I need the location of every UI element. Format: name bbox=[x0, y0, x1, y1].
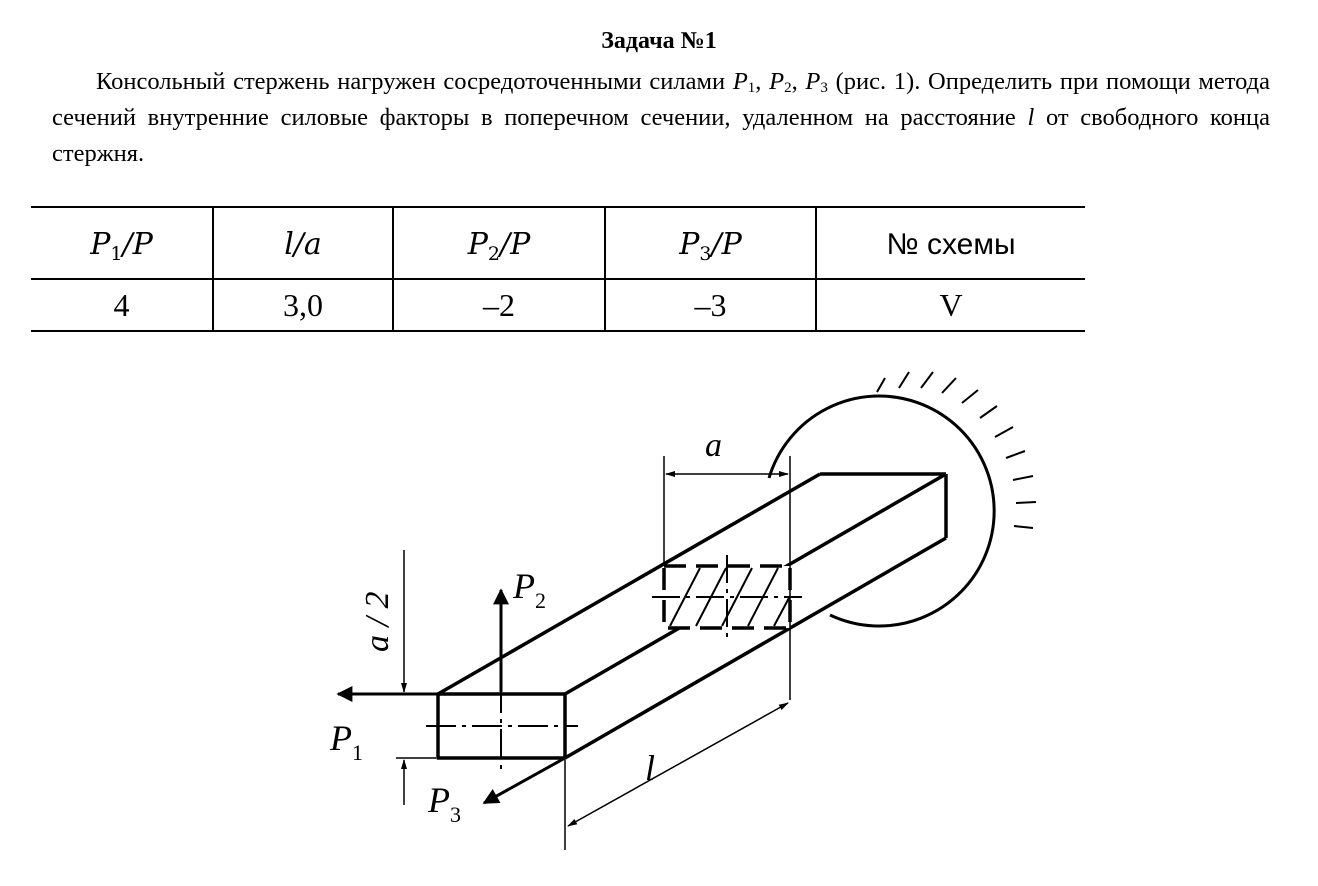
problem-title: Задача №1 bbox=[601, 28, 717, 54]
statement-part-2: (рис. 1). Определить при помощи метода сечений внутренние силовые факторы в поперечном сечении, удаленном на расстояние bbox=[52, 68, 1271, 131]
force-p3 bbox=[427, 758, 565, 827]
svg-text:P1 bbox=[329, 718, 363, 765]
force-p3-symbol: P bbox=[805, 68, 821, 95]
svg-text:P2 bbox=[512, 566, 546, 613]
header-p2-symbol: P bbox=[467, 226, 488, 262]
cell-l-a-ratio: 3,0 bbox=[213, 279, 393, 331]
statement-part-3: от свободного конца стержня. bbox=[52, 104, 1270, 167]
header-l-a-text: l/a bbox=[284, 226, 322, 262]
label-a: a bbox=[705, 427, 722, 464]
cell-p3-ratio: –3 bbox=[605, 279, 816, 331]
header-scheme-text: № схемы bbox=[886, 227, 1016, 261]
force-p1-symbol: P bbox=[732, 68, 748, 95]
dimension-a-half bbox=[359, 550, 436, 805]
separator-1: , bbox=[755, 68, 770, 95]
header-p2-subscript: 2 bbox=[487, 242, 500, 265]
force-p3-subscript: 3 bbox=[820, 80, 828, 96]
label-p1-symbol: P bbox=[330, 718, 352, 758]
label-a-half: a / 2 bbox=[359, 591, 396, 652]
force-p2-symbol: P bbox=[769, 68, 785, 95]
cell-p2-ratio: –2 bbox=[393, 279, 605, 331]
header-p1-subscript: 1 bbox=[110, 242, 123, 265]
support-hatching bbox=[877, 372, 1036, 528]
statement-part-1: Консольный стержень нагружен сосредоточенными силами bbox=[96, 68, 733, 95]
header-p3-subscript: 3 bbox=[699, 242, 712, 265]
header-p3-symbol: P bbox=[679, 226, 700, 262]
force-p2-subscript: 2 bbox=[784, 80, 792, 96]
label-l: l bbox=[645, 748, 656, 788]
header-p3-denominator: /P bbox=[711, 226, 742, 262]
force-p1-subscript: 1 bbox=[747, 80, 756, 96]
force-p2 bbox=[501, 566, 546, 692]
separator-2: , bbox=[791, 68, 806, 95]
dimension-l bbox=[565, 703, 788, 850]
cell-p1-ratio: 4 bbox=[31, 279, 213, 331]
label-p1-subscript: 1 bbox=[352, 740, 363, 765]
label-p2-subscript: 2 bbox=[535, 588, 546, 613]
cell-scheme-number: V bbox=[816, 279, 1085, 331]
cross-section bbox=[652, 555, 802, 638]
force-p1 bbox=[329, 694, 438, 765]
header-p1-denominator: /P bbox=[122, 226, 153, 262]
length-symbol: l bbox=[1027, 104, 1035, 131]
header-p1-symbol: P bbox=[90, 226, 111, 262]
label-p3-symbol: P bbox=[428, 780, 450, 820]
header-p2-denominator: /P bbox=[499, 226, 531, 262]
label-p2-symbol: P bbox=[513, 566, 535, 606]
svg-text:P3 bbox=[427, 780, 461, 827]
label-p3-subscript: 3 bbox=[450, 802, 461, 827]
